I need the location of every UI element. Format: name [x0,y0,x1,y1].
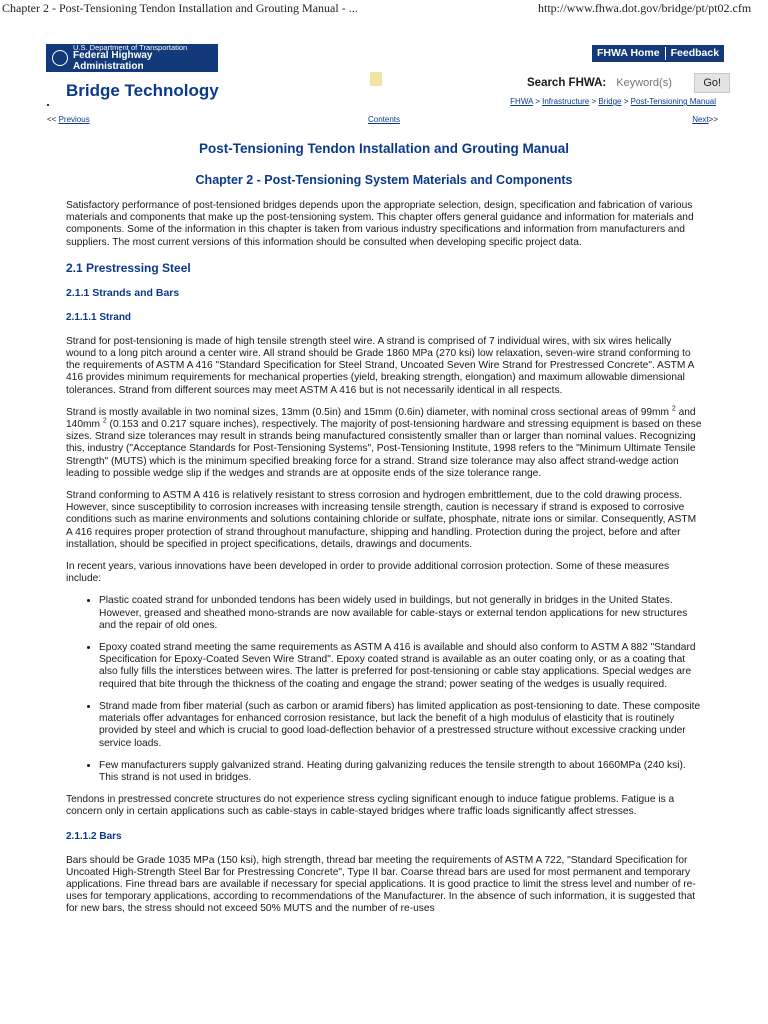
list-item: • Strand made from fiber material (such as carbon or aramid fibers) has limited application as post-tensioning to date. These composite materials offer advantages for enhanced corrosion resistance, but lack the benefit of a high modulus of elasticity that is routinely provided by steel and which is crucial to good load-deflection behavior of a prestressed structure without excessive cracking under service loads. [99,701,702,750]
site-title: Bridge Technology [66,81,219,100]
section-heading-2-1: 2.1 Prestressing Steel [66,260,191,275]
strand-paragraph-4: In recent years, various innovations have been developed in order to provide additional corrosion protection. Some of these measures include: [66,561,670,585]
strand-paragraph-3: Strand conforming to ASTM A 416 is relatively resistant to stress corrosion and hydrogen embrittlement, due to the cold drawing process. However, since susceptibility to corrosion increases with increasing tensile strength, caution is necessary if strand is exposed to corrosive conditions such as marine environments and solutions containing chloride or sulfate, phosphate, nitrate ions or similar. Consequently, ASTM A 416 requires proper protection of strand throughout manufacture, shipping and handling. Protection during the project, before and after installation, should be specified in project specifications, details, drawings and documents. [66,490,697,550]
previous-nav [47,115,90,124]
breadcrumb-fhwa[interactable]: FHWA [510,97,533,106]
superscript-squared: 2 [102,417,107,425]
corrosion-measures-list [66,595,702,784]
section-heading-2-1-1-1: 2.1.1.1 Strand [66,311,132,323]
next-link[interactable]: Next [692,115,709,124]
strand-paragraph-5: Tendons in prestressed concrete structures do not experience stress cycling significant enough to induce fatigue problems. Fatigue is a concern only in certain applications such as cable-stays in cable-stayed bridges where traffic loads significantly affect stresses. [66,794,675,818]
strand-paragraph-2-part-c: (0.153 and 0.217 square inches), respectively. The majority of post-tensioning hardware and stressing equipment is based on these sizes. Strand size tolerances may result in strands being manufactured consistently smaller than or larger than nominal values. Recognizing this, industry ("Acceptance Standards for Post-Tensioning Systems", Post-Tensioning Institute, 1998 refers to the "Minimum Ultimate Tensile Strength" (MUTS) which is the minimum specified breaking force for a strand. Strand size tolerance may also affect strand-wedge action leading to possible wedge slip if the wedges and strands are at opposite ends of the size tolerance range. [66,419,702,479]
section-heading-2-1-1: 2.1.1 Strands and Bars [66,286,180,299]
bars-paragraph-1: Bars should be Grade 1035 MPa (150 ksi), high strength, thread bar meeting the requirements of ASTM A 722, "Standard Specification for Uncoated High-Strength Steel Bar for Prestressing Concrete", Type II bar. Coarse thread bars are used for most permanent and temporary applications. Fine thread bars are available if necessary for special applications. It is good practice to limit the stress level and number of re-uses for temporary applications, according to recommendations of the Manufacturer. In the absence of such information, it is suggested that for new bars, the stress should not exceed 50% MUTS and the number of re-uses [66,854,696,915]
print-header [0,0,768,18]
search-go-button[interactable]: Go! [694,73,730,93]
breadcrumb [510,97,716,106]
dot-seal-icon [52,50,68,66]
print-page-title: Chapter 2 - Post-Tensioning Tendon Installation and Grouting Manual - ... [2,1,358,15]
strand-paragraph-2-part-b: and 140mm [66,406,696,431]
section-heading-2-1-1-2: 2.1.1.2 Bars [66,830,122,842]
strand-paragraph-2-part-a: Strand is mostly available in two nominal sizes, 13mm (0.5in) and 15mm (0.6in) diameter, with nominal cross sectional areas of 99mm [66,406,672,418]
contents-link[interactable]: Contents [368,115,401,124]
list-item: • Plastic coated strand for unbonded tendons has been widely used in buildings, but not generally in bridges in the United States. However, greased and sheathed mono-strands are now available for cable-stays or external tendon applications for new structures and the repair of old ones. [99,595,702,632]
breadcrumb-separator: > [532,97,543,106]
main-content [66,140,702,926]
intro-paragraph: Satisfactory performance of post-tensioned bridges depends upon the appropriate selection, design, specification and fabrication of various materials and components that make up the post-tensioning system. This chapter offers general guidance and information for materials and components. Some of the information in this chapter is taken from various industry specifications and information from manufacturers and suppliers. The most current versions of this information should be consulted when developing specific project data. [66,200,694,248]
list-item: • Epoxy coated strand meeting the same requirements as ASTM A 416 is available and should also conform to ASTM A 882 "Standard Specification for Epoxy-Coated Seven Wire Strand". Epoxy coated strand is available as an outer coating only, or as a coating that also fully fills the interstices between wires. The latter is preferred for post-tensioning or cable stay applications. Special wedges are required that bite through the thickness of the coating and engage the strand; power seating of the wedges is usually required. [99,642,702,691]
top-links [592,45,724,62]
page-title: Post-Tensioning Tendon Installation and Grouting Manual [199,141,569,156]
breadcrumb-separator: > [621,97,631,106]
logo-line-2: Federal Highway Administration [73,50,153,72]
print-page-url: http://www.fhwa.dot.gov/bridge/pt/pt02.cfm [538,1,752,15]
logo-line-1: U.S. Department of Transportation [73,42,188,52]
breadcrumb-post-tensioning-manual[interactable]: Post-Tensioning Manual [630,97,716,106]
breadcrumb-bridge[interactable]: Bridge [598,97,622,106]
breadcrumb-separator: > [589,97,599,106]
next-arrows: >> [708,115,718,124]
contents-nav [368,115,400,124]
fhwa-logo[interactable] [46,44,218,72]
breadcrumb-infrastructure[interactable]: Infrastructure [542,97,590,106]
search-form [527,73,730,93]
previous-link[interactable]: Previous [58,115,90,124]
next-nav [692,115,718,124]
fhwa-home-link[interactable]: FHWA Home [597,47,660,59]
feedback-link[interactable]: Feedback [670,47,720,59]
decorative-dot [47,104,49,106]
strand-paragraph-1: Strand for post-tensioning is made of high tensile strength steel wire. A strand is comprised of 7 individual wires, with six wires helically wound to a long pitch around a center wire. All strand should be Grade 1860 MPa (270 ksi) low relaxation, seven-wire strand conforming to the requirements of ASTM A 416 "Standard Specification for Steel Strand, Uncoated Seven Wire Strand for Prestressed Concrete". ASTM A 416 provides minimum requirements for mechanical properties (yield, breaking strength, elongation) and maximum allowable dimensional tolerances. Strand from different sources may meet ASTM A 416 but is not necessarily identical in all respects. [66,335,694,396]
chapter-title: Chapter 2 - Post-Tensioning System Materials and Components [195,173,573,187]
search-input[interactable] [612,75,686,91]
decorative-image [370,72,382,86]
list-item: • Few manufacturers supply galvanized strand. Heating during galvanizing reduces the tensile strength to about 1660MPa (240 ksi). This strand is not used in bridges. [99,760,702,784]
previous-arrows: << [47,115,59,124]
search-label: Search FHWA: [527,77,607,89]
superscript-squared: 2 [671,405,676,413]
strand-paragraph-2 [66,407,702,480]
